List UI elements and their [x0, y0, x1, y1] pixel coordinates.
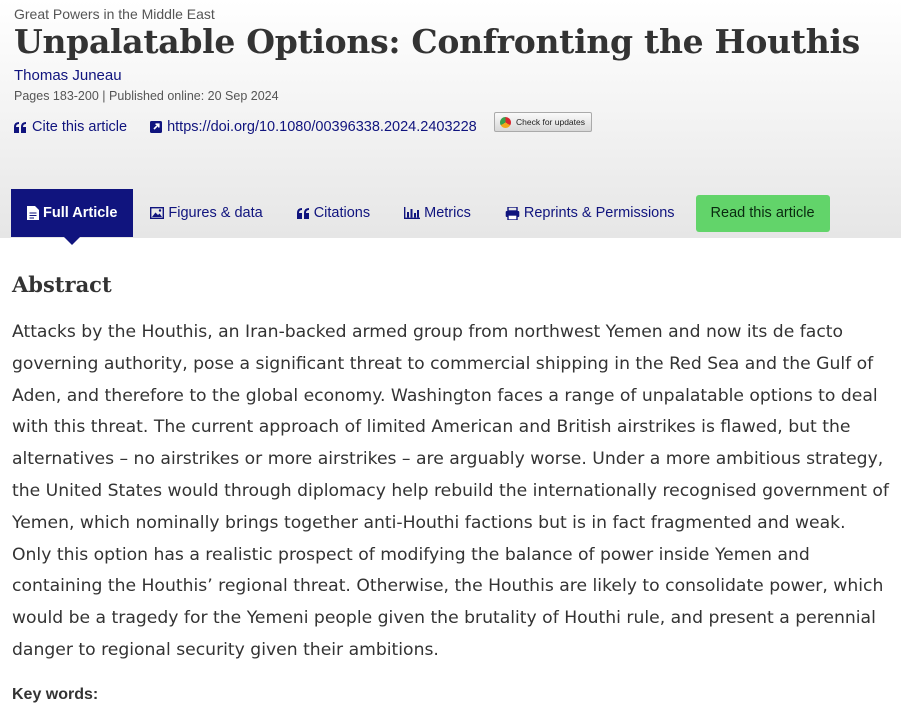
- check-updates-label: Check for updates: [516, 117, 585, 127]
- image-icon: [150, 207, 164, 219]
- cite-article-link[interactable]: [14, 119, 127, 135]
- quote-icon: [297, 208, 310, 219]
- doi-link[interactable]: [150, 119, 477, 135]
- tab-label: Reprints & Permissions: [523, 205, 675, 221]
- article-header: [0, 0, 901, 238]
- tab-reprints-permissions[interactable]: [488, 189, 692, 237]
- series-title[interactable]: Great Powers in the Middle East: [14, 6, 215, 22]
- author-link[interactable]: Thomas Juneau: [14, 67, 122, 84]
- tab-label: Figures & data: [168, 205, 263, 221]
- tab-label: Metrics: [424, 205, 471, 221]
- article-tabs: [11, 189, 830, 237]
- abstract-text: Attacks by the Houthis, an Iran-backed armed group from northwest Yemen and now its de facto governing authority, pose a significant threat to commercial shipping in the Red Sea and the Gulf of Aden, and therefore to the global economy. Washington faces a range of unpalatable options to deal with this threat. The current approach of limited American and British airstrikes is flawed, but the alternatives – no airstrikes or more airstrikes – are arguably worse. Under a more ambitious strategy, the United States would through diplomacy help rebuild the internationally recognised government of Yemen, which nominally brings together anti-Houthi factions but is in fact fragmented and weak. Only this option has a realistic prospect of modifying the balance of power inside Yemen and containing the Houthis’ regional threat. Otherwise, the Houthis are likely to consolidate power, which would be a tragedy for the Yemeni people given the brutality of Houthi rule, and present a perennial danger to regional security given their ambitions.: [12, 322, 889, 660]
- cite-label: Cite this article: [32, 119, 128, 135]
- doi-label: https://doi.org/10.1080/00396338.2024.2403228: [167, 119, 477, 135]
- bar-chart-icon: [404, 207, 420, 219]
- publication-meta: Pages 183-200 | Published online: 20 Sep 2024: [14, 89, 279, 103]
- article-title: Unpalatable Options: Confronting the Houthis: [14, 22, 860, 61]
- tab-citations[interactable]: [280, 189, 387, 237]
- article-links: [14, 119, 477, 135]
- keywords-heading: Key words:: [12, 686, 99, 703]
- external-link-icon: [150, 121, 162, 133]
- tab-figures-data[interactable]: [133, 189, 279, 237]
- tab-label: Citations: [313, 205, 371, 221]
- abstract-heading: Abstract: [12, 272, 112, 297]
- document-icon: [27, 206, 39, 220]
- tab-metrics[interactable]: [387, 189, 488, 237]
- quote-icon: [14, 122, 27, 133]
- read-article-button[interactable]: Read this article: [696, 195, 830, 232]
- tab-full-article[interactable]: [11, 189, 133, 237]
- tab-label: Full Article: [43, 205, 118, 221]
- crossmark-icon: [500, 117, 511, 128]
- printer-icon: [505, 207, 520, 220]
- check-for-updates-button[interactable]: [494, 112, 592, 132]
